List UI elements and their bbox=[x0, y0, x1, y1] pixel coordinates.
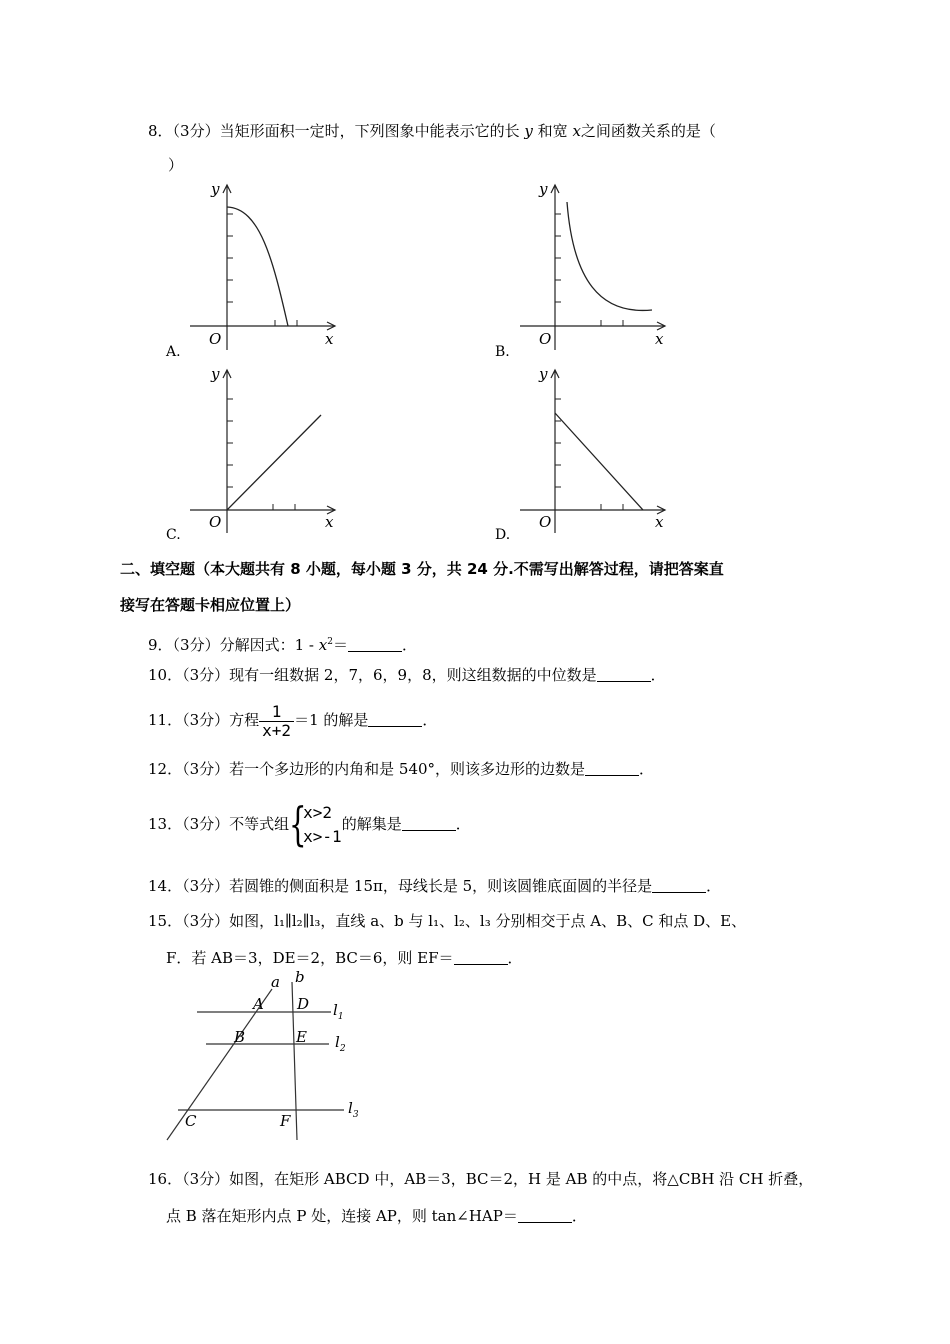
section2-heading-line2: 接写在答题卡相应位置上） bbox=[120, 596, 301, 614]
q11-end: ． bbox=[422, 711, 438, 729]
label-b: b bbox=[295, 968, 305, 986]
q16-line2 bbox=[166, 1206, 587, 1226]
graph-a-curve bbox=[227, 207, 288, 326]
q15-number: 15． bbox=[148, 912, 183, 930]
graph-d bbox=[515, 365, 675, 535]
q9-end: ． bbox=[401, 636, 417, 654]
q14-text: 若圆锥的侧面积是 15π，母线长是 5，则该圆锥底面圆的半径是 bbox=[229, 877, 653, 895]
q11-answer-blank[interactable] bbox=[368, 712, 422, 727]
graph-d-x-label: x bbox=[655, 513, 664, 531]
q11-numerator: 1 bbox=[259, 703, 294, 722]
q13-brace: { bbox=[289, 797, 307, 851]
q8-stem-close: ） bbox=[168, 156, 184, 174]
q12-score: （3分） bbox=[182, 760, 230, 778]
q9-score: （3分） bbox=[172, 636, 220, 654]
q14 bbox=[148, 876, 721, 896]
q14-answer-blank[interactable] bbox=[652, 878, 706, 893]
q13 bbox=[148, 797, 471, 851]
q11-fraction bbox=[259, 703, 294, 740]
q12-answer-blank[interactable] bbox=[585, 761, 639, 776]
graph-b-y-label: y bbox=[539, 180, 548, 198]
q13-number: 13． bbox=[148, 815, 183, 833]
q13-text-b: 的解集是 bbox=[341, 815, 402, 833]
q13-row2: x>-1 bbox=[303, 827, 342, 846]
q10-score: （3分） bbox=[182, 666, 230, 684]
q8-stem-c: 之间函数关系的是（ bbox=[580, 122, 716, 140]
label-A: A bbox=[253, 995, 264, 1013]
q10 bbox=[148, 665, 666, 685]
q9-var: x bbox=[318, 636, 328, 654]
graph-b-curve bbox=[567, 202, 652, 310]
graph-c-ticks bbox=[227, 399, 295, 510]
q10-text: 现有一组数据 2，7，6，9，8，则这组数据的中位数是 bbox=[229, 666, 597, 684]
q12-text: 若一个多边形的内角和是 540°，则该多边形的边数是 bbox=[229, 760, 586, 778]
label-C: C bbox=[185, 1112, 197, 1130]
graph-b-origin: O bbox=[539, 330, 552, 348]
q16-number: 16． bbox=[148, 1170, 183, 1188]
graph-c bbox=[185, 365, 345, 535]
q16-text-line2: 点 B 落在矩形内点 P 处，连接 AP，则 tan∠HAP＝ bbox=[166, 1207, 518, 1225]
graph-a-x-label: x bbox=[325, 330, 334, 348]
graph-a-origin: O bbox=[209, 330, 222, 348]
q10-end: ． bbox=[650, 666, 666, 684]
option-a-label: A. bbox=[166, 344, 181, 360]
q15-figure bbox=[164, 968, 364, 1145]
q8-var-y: y bbox=[524, 122, 533, 140]
q8-stem-b: 和宽 bbox=[537, 122, 568, 140]
q12-end: ． bbox=[639, 760, 655, 778]
q13-text-a: 不等式组 bbox=[229, 815, 290, 833]
graph-b-x-label: x bbox=[655, 330, 664, 348]
option-d-label: D. bbox=[495, 527, 511, 543]
q16-answer-blank[interactable] bbox=[518, 1208, 572, 1223]
q12-number: 12． bbox=[148, 760, 183, 778]
graph-b bbox=[515, 180, 675, 350]
q16-text-line1: 如图，在矩形 ABCD 中，AB＝3，BC＝2，H 是 AB 的中点，将△CBH 沿 CH 折叠， bbox=[229, 1170, 814, 1188]
q15-answer-blank[interactable] bbox=[454, 950, 508, 965]
graph-a-y-label: y bbox=[211, 180, 220, 198]
q8-stem-a: 当矩形面积一定时，下列图象中能表示它的长 bbox=[219, 122, 520, 140]
q16-score: （3分） bbox=[182, 1170, 230, 1188]
q13-score: （3分） bbox=[182, 815, 230, 833]
q12 bbox=[148, 759, 654, 779]
graph-d-line bbox=[555, 413, 643, 510]
q10-number: 10． bbox=[148, 666, 183, 684]
q13-inequality-system bbox=[289, 797, 342, 851]
q16-end: ． bbox=[571, 1207, 587, 1225]
graph-c-x-label: x bbox=[325, 513, 334, 531]
q14-end: ． bbox=[706, 877, 722, 895]
q15-end: ． bbox=[507, 949, 523, 967]
label-D: D bbox=[297, 995, 310, 1013]
graph-c-y-label: y bbox=[211, 365, 220, 383]
label-l3: $l_3$ bbox=[348, 1099, 359, 1120]
q11-score: （3分） bbox=[182, 711, 230, 729]
graph-c-line bbox=[227, 415, 321, 510]
option-c-label: C. bbox=[166, 527, 181, 543]
label-E: E bbox=[296, 1028, 307, 1046]
label-l2: $l_2$ bbox=[335, 1033, 346, 1054]
option-b-label: B. bbox=[495, 344, 510, 360]
q8-number: 8． bbox=[148, 122, 173, 140]
q9 bbox=[148, 632, 417, 655]
q9-eq: ＝ bbox=[332, 636, 348, 654]
q14-score: （3分） bbox=[182, 877, 230, 895]
q13-end: ． bbox=[455, 815, 471, 833]
label-B: B bbox=[234, 1028, 246, 1046]
q15-line1 bbox=[148, 911, 746, 931]
q11 bbox=[148, 700, 437, 740]
label-F: F bbox=[280, 1112, 291, 1130]
graph-d-origin: O bbox=[539, 513, 552, 531]
q13-answer-blank[interactable] bbox=[402, 816, 456, 831]
graph-a-ticks bbox=[227, 214, 297, 326]
q9-sup: 2 bbox=[327, 637, 333, 647]
q8-line2 bbox=[168, 155, 183, 175]
q11-denominator: x+2 bbox=[262, 720, 292, 740]
q11-text-b: ＝1 的解是 bbox=[294, 711, 369, 729]
q15-text-line2: F．若 AB＝3，DE＝2，BC＝6，则 EF＝ bbox=[166, 949, 454, 967]
graph-a bbox=[185, 180, 345, 350]
graph-b-ticks bbox=[555, 214, 623, 326]
q8-line1 bbox=[148, 121, 716, 141]
section2-heading-line1: 二、填空题（本大题共有 8 小题，每小题 3 分，共 24 分.不需写出解答过程，请把答案直 bbox=[120, 560, 724, 578]
graph-d-y-label: y bbox=[539, 365, 548, 383]
label-l1: $l_1$ bbox=[333, 1001, 344, 1022]
q10-answer-blank[interactable] bbox=[597, 667, 651, 682]
q15-text-line1: 如图，l₁∥l₂∥l₃，直线 a、b 与 l₁、l₂、l₃ 分别相交于点 A、B、C 和点 D、E、 bbox=[229, 912, 747, 930]
q8-var-x: x bbox=[572, 122, 581, 140]
graph-d-ticks bbox=[555, 399, 623, 510]
q14-number: 14． bbox=[148, 877, 183, 895]
q11-number: 11． bbox=[148, 711, 183, 729]
q15-line2 bbox=[166, 948, 523, 968]
q11-text-a: 方程 bbox=[229, 711, 260, 729]
graph-c-origin: O bbox=[209, 513, 222, 531]
q9-answer-blank[interactable] bbox=[348, 637, 402, 652]
q8-score: （3分） bbox=[172, 122, 220, 140]
q9-text: 分解因式：1 - bbox=[219, 636, 319, 654]
q13-row1: x>2 bbox=[303, 803, 333, 822]
label-a: a bbox=[271, 973, 280, 991]
q9-number: 9． bbox=[148, 636, 173, 654]
q15-score: （3分） bbox=[182, 912, 230, 930]
q16-line1 bbox=[148, 1169, 813, 1189]
